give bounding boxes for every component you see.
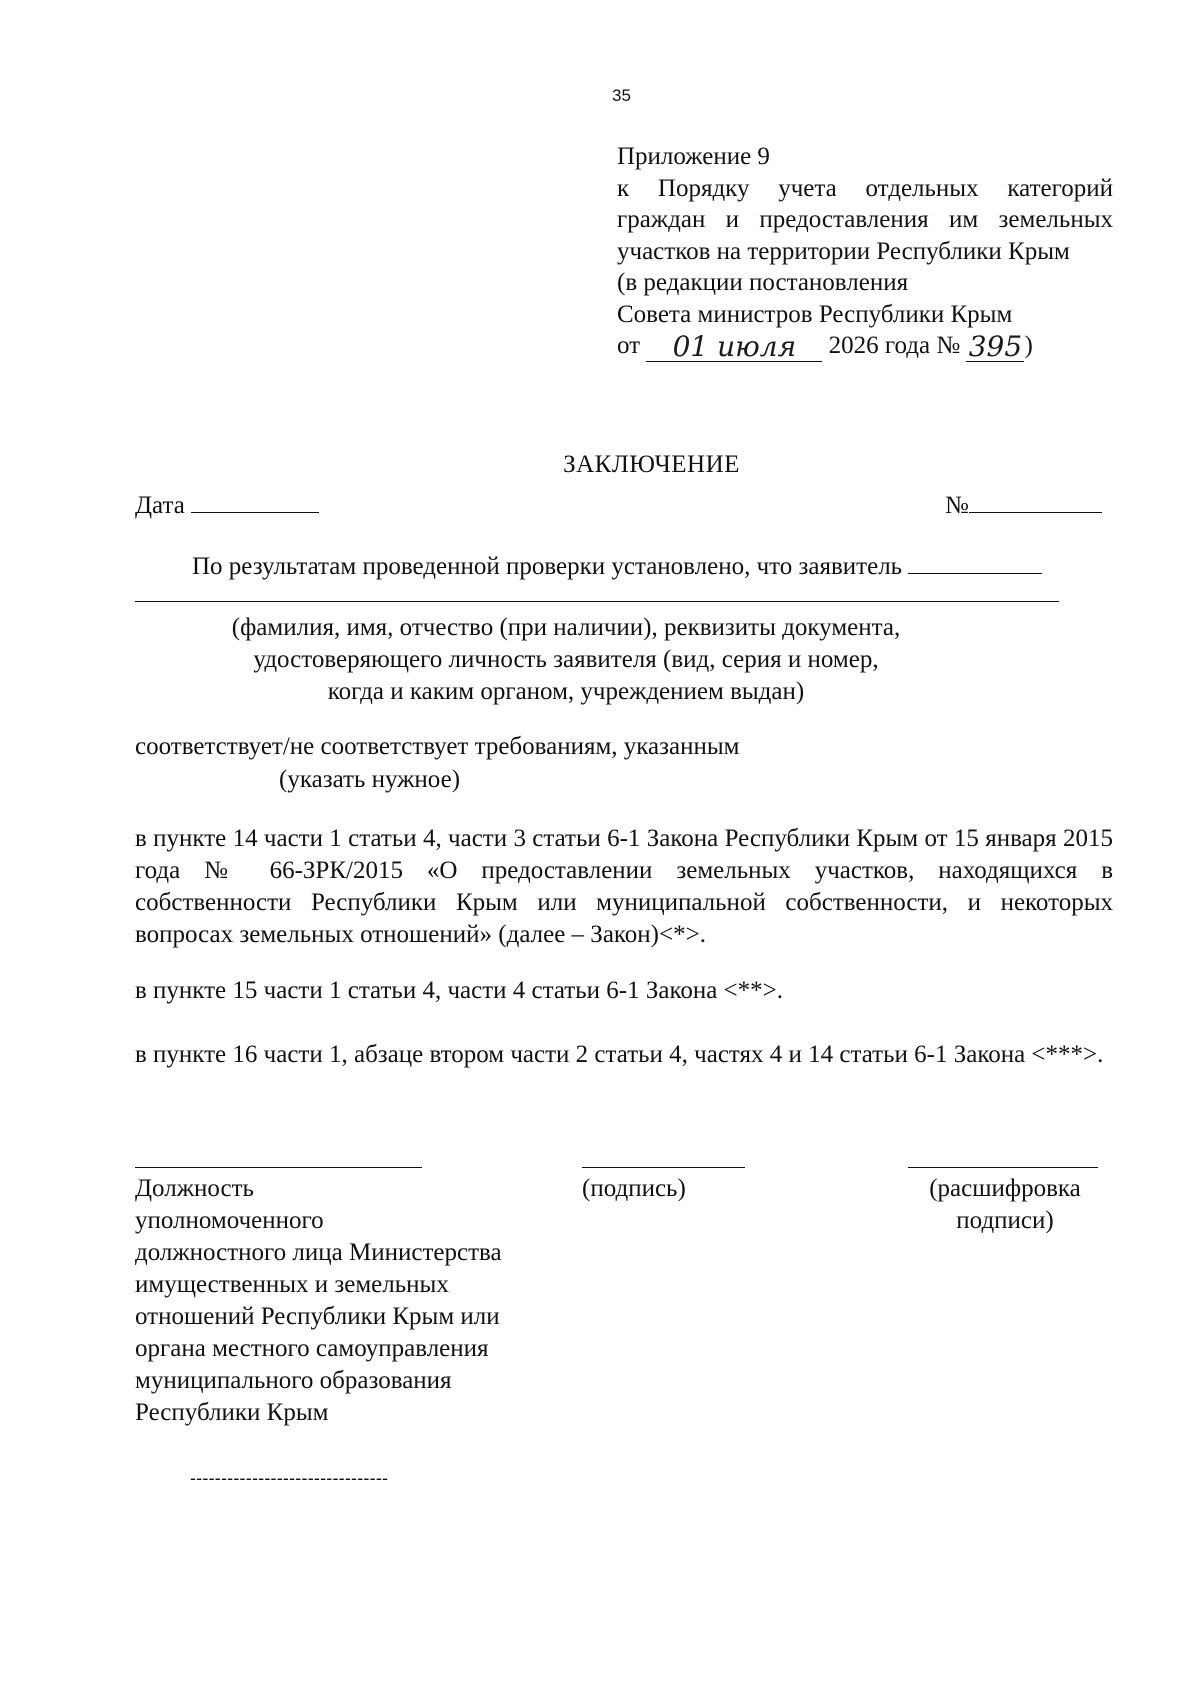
decode-line: подписи) [956, 1207, 1054, 1234]
paragraph-item-15: в пункте 15 части 1 статьи 4, части 4 статьи 6-1 Закона <**>. [135, 977, 783, 1004]
number-label: № [945, 492, 969, 519]
appendix-header [617, 141, 1113, 362]
signature-decode-label [905, 1173, 1105, 1237]
official-position [135, 1173, 565, 1429]
caption-line: (фамилия, имя, отчество (при наличии), реквизиты документа, [231, 614, 901, 641]
applicant-blank [908, 547, 1042, 574]
resolution-date-field [646, 331, 822, 362]
position-line: Должность [135, 1175, 254, 1202]
from-prefix: от [617, 332, 641, 359]
paragraph-item-16: в пункте 16 части 1, абзаце втором части 2 статьи 4, частях 4 и 14 статьи 6-1 Закона <***>. [135, 1041, 1104, 1068]
paragraph-item-14: в пункте 14 части 1 статьи 4, части 3 статьи 6-1 Закона Республики Крым от 15 января 2015 года № 66-ЗРК/2015 «О предоставлении земельных участков, находящихся в собственности Республики Крым или муниципальной собственности, и некоторых вопросах земельных отношений» (далее – Закон)<*>. [135, 825, 1113, 948]
position-line: имущественных и земельных [135, 1271, 449, 1298]
appendix-line: граждан и предоставления им земельных [617, 206, 1113, 233]
caption-line: когда и каким органом, учреждением выдан) [327, 678, 805, 705]
resolution-number-field [966, 331, 1024, 362]
position-line: муниципального образования [135, 1367, 452, 1394]
conformity-text: соответствует/не соответствует требованиям, указанным [135, 733, 740, 760]
applicant-text: По результатам проведенной проверки установлено, что заявитель [192, 553, 903, 580]
appendix-line: к Порядку учета отдельных категорий [617, 174, 1113, 202]
position-signature-line [135, 1167, 422, 1168]
position-line: органа местного самоуправления [135, 1335, 489, 1362]
handwritten-date: 01 июля [672, 329, 797, 363]
page-number: 35 [612, 86, 631, 105]
appendix-line: участков на территории Республики Крым [617, 237, 1070, 265]
appendix-title: Приложение 9 [617, 143, 770, 170]
date-row [135, 486, 319, 521]
position-line: отношений Республики Крым или [135, 1303, 500, 1330]
signature-line [582, 1167, 745, 1168]
closing-paren: ) [1024, 332, 1033, 359]
appendix-line: Совета министров Республики Крым [617, 300, 1013, 328]
caption-line: удостоверяющего личность заявителя (вид, серия и номер, [253, 646, 879, 673]
year-text: 2026 года № [828, 332, 961, 359]
resolution-date-line [617, 330, 1113, 362]
applicant-caption [135, 612, 997, 708]
decode-line: (расшифровка [929, 1175, 1081, 1202]
applicant-row [192, 547, 1042, 582]
number-blank [969, 486, 1102, 513]
position-line: уполномоченного [135, 1207, 324, 1234]
position-line: должностного лица Министерства [135, 1239, 502, 1266]
appendix-line: (в редакции постановления [617, 269, 909, 296]
date-blank [191, 486, 319, 513]
handwritten-number: 395 [968, 329, 1023, 363]
conformity-note: (указать нужное) [279, 766, 461, 793]
decode-signature-line [908, 1167, 1098, 1168]
document-title: ЗАКЛЮЧЕНИЕ [563, 451, 740, 478]
number-row [945, 486, 1102, 521]
position-line: Республики Крым [135, 1399, 329, 1426]
footnote-separator: -------------------------------- [190, 1468, 389, 1488]
date-label: Дата [135, 492, 185, 519]
signature-label: (подпись) [582, 1175, 686, 1202]
applicant-full-blank [135, 601, 1059, 602]
